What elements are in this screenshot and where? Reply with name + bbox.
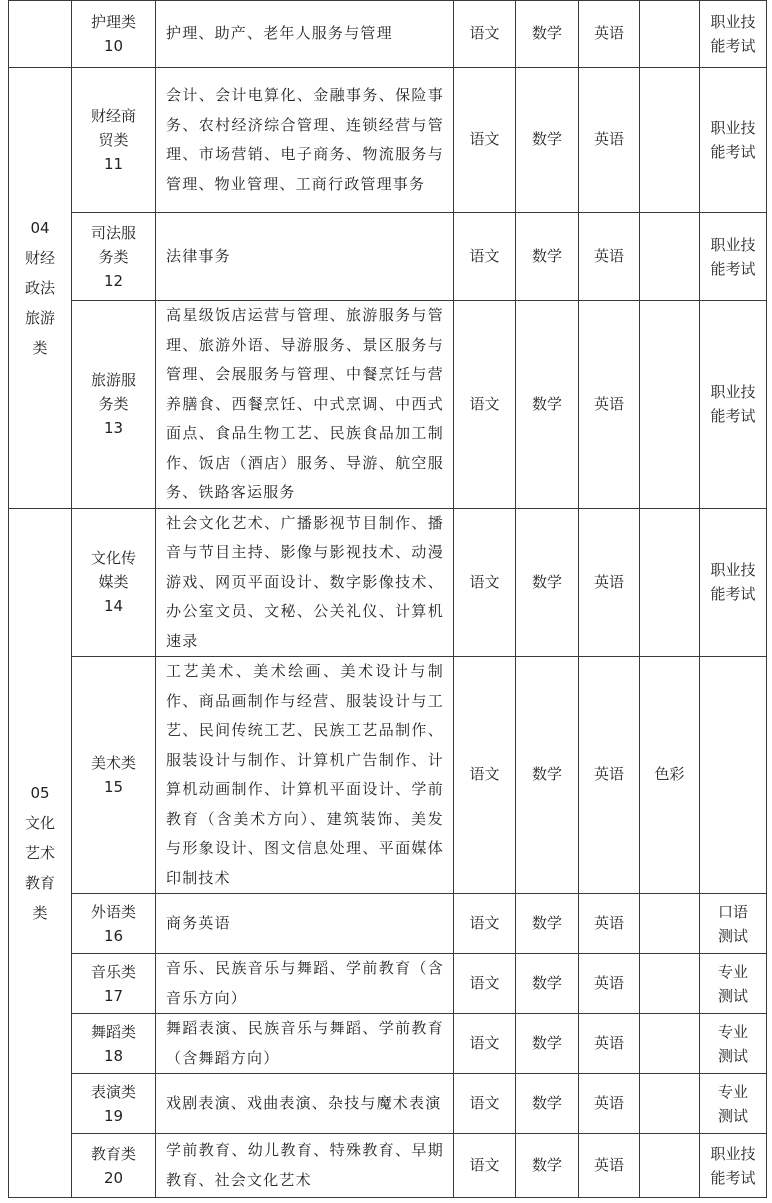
- category-cell-line: 旅游服: [90, 371, 136, 390]
- group-cell-line: 教育: [24, 873, 55, 892]
- exam-cell-line: 测试: [717, 1106, 748, 1125]
- exam-cell-line: 职业技: [710, 13, 756, 31]
- table-row: [9, 1014, 767, 1074]
- extra-subject-cell: [640, 1014, 700, 1074]
- subject-math-cell: 数学: [516, 1014, 579, 1074]
- exam-cell-line: 口语: [717, 902, 748, 921]
- table-row: [9, 657, 767, 894]
- exam-cell: [700, 301, 767, 509]
- category-cell-line: 11: [103, 155, 124, 173]
- group-cell-line: 04: [30, 218, 50, 237]
- subject-chinese-cell: 语文: [454, 894, 516, 954]
- group-cell-line: 类: [32, 338, 48, 357]
- majors-cell: 商务英语: [156, 894, 454, 954]
- group-cell: [9, 508, 72, 1198]
- group-cell-line: 政法: [24, 278, 55, 297]
- category-cell-line: 20: [103, 1168, 124, 1187]
- exam-cell: [700, 954, 767, 1014]
- subject-chinese-cell: 语文: [454, 508, 516, 657]
- category-cell-line: 贸类: [98, 131, 129, 149]
- subject-english-cell: 英语: [579, 508, 640, 657]
- category-cell-line: 16: [103, 926, 124, 945]
- subject-english-cell: 英语: [579, 301, 640, 509]
- table-row: [9, 68, 767, 213]
- majors-cell: 会计、会计电算化、金融事务、保险事务、农村经济综合管理、连锁经营与管理、市场营销、电子商务、物流服务与管理、物业管理、工商行政管理事务: [156, 68, 454, 213]
- subject-english-cell: 英语: [579, 894, 640, 954]
- table-row: [9, 301, 767, 509]
- category-cell-line: 文化传: [90, 549, 136, 568]
- extra-subject-cell: [640, 508, 700, 657]
- subject-chinese-cell: 语文: [454, 1, 516, 68]
- majors-cell: 学前教育、幼儿教育、特殊教育、早期教育、社会文化艺术: [156, 1134, 454, 1198]
- exam-cell-line: 职业技: [710, 1144, 756, 1163]
- exam-cell-line: 测试: [717, 1046, 748, 1065]
- subject-english-cell: 英语: [579, 68, 640, 213]
- majors-cell: 音乐、民族音乐与舞蹈、学前教育（含音乐方向）: [156, 954, 454, 1014]
- category-cell-line: 15: [103, 778, 124, 796]
- exam-subjects-table: [8, 0, 767, 1198]
- category-cell: [72, 657, 156, 894]
- subject-chinese-cell: 语文: [454, 1134, 516, 1198]
- exam-cell-line: 能考试: [710, 585, 756, 604]
- subject-math-cell: 数学: [516, 508, 579, 657]
- extra-subject-cell: [640, 894, 700, 954]
- category-cell-line: 媒类: [98, 573, 129, 592]
- subject-english-cell: 英语: [579, 657, 640, 894]
- majors-cell: 护理、助产、老年人服务与管理: [156, 1, 454, 68]
- category-cell-line: 司法服: [90, 223, 136, 242]
- category-cell: [72, 894, 156, 954]
- category-cell-line: 外语类: [90, 902, 136, 921]
- extra-subject-cell: [640, 1, 700, 68]
- category-cell: [72, 1074, 156, 1134]
- exam-cell-line: 能考试: [710, 1168, 756, 1187]
- group-cell-line: 文化: [24, 813, 55, 832]
- table-row: [9, 213, 767, 301]
- subject-math-cell: 数学: [516, 1134, 579, 1198]
- subject-math-cell: 数学: [516, 301, 579, 509]
- category-cell: [72, 213, 156, 301]
- extra-subject-cell: [640, 1134, 700, 1198]
- group-cell-line: 艺术: [24, 843, 55, 862]
- group-cell-line: 财经: [24, 248, 55, 267]
- table-row: [9, 508, 767, 657]
- subject-math-cell: 数学: [516, 213, 579, 301]
- table-row: [9, 1, 767, 68]
- majors-cell: 工艺美术、美术绘画、美术设计与制作、商品画制作与经营、服装设计与工艺、民间传统工艺、民族工艺品制作、服装设计与制作、计算机广告制作、计算机动画制作、计算机平面设计、学前教育（含美术方向）、建筑装饰、美发与形象设计、图文信息处理、平面媒体印制技术: [156, 657, 454, 894]
- subject-chinese-cell: 语文: [454, 68, 516, 213]
- category-cell: [72, 1014, 156, 1074]
- exam-cell: [700, 213, 767, 301]
- majors-cell: 高星级饭店运营与管理、旅游服务与管理、旅游外语、导游服务、景区服务与管理、会展服务与管理、中餐烹饪与营养膳食、西餐烹饪、中式烹调、中西式面点、食品生物工艺、民族食品加工制作、饭店（酒店）服务、导游、航空服务、铁路客运服务: [156, 301, 454, 509]
- group-cell-line: 旅游: [24, 308, 55, 327]
- exam-cell-line: 专业: [717, 962, 748, 981]
- category-cell: [72, 954, 156, 1014]
- extra-subject-cell: 色彩: [640, 657, 700, 894]
- extra-subject-cell: [640, 954, 700, 1014]
- exam-cell: [700, 657, 767, 894]
- exam-cell-line: 能考试: [710, 407, 756, 426]
- exam-cell-line: 职业技: [710, 561, 756, 580]
- category-cell-line: 17: [103, 986, 124, 1005]
- exam-cell: [700, 894, 767, 954]
- majors-cell: 社会文化艺术、广播影视节目制作、播音与节目主持、影像与影视技术、动漫游戏、网页平面设计、数字影像技术、办公室文员、文秘、公关礼仪、计算机速录: [156, 508, 454, 657]
- exam-cell-line: 专业: [717, 1022, 748, 1041]
- exam-cell: [700, 1014, 767, 1074]
- table-row: [9, 1134, 767, 1198]
- category-cell-line: 14: [103, 597, 124, 616]
- subject-math-cell: 数学: [516, 1074, 579, 1134]
- group-cell-line: 类: [32, 903, 48, 922]
- category-cell-line: 教育类: [90, 1144, 136, 1163]
- category-cell: [72, 508, 156, 657]
- extra-subject-cell: [640, 68, 700, 213]
- subject-english-cell: 英语: [579, 1014, 640, 1074]
- subject-chinese-cell: 语文: [454, 213, 516, 301]
- majors-cell: 法律事务: [156, 213, 454, 301]
- category-cell-line: 12: [103, 271, 124, 290]
- exam-cell-line: 能考试: [710, 259, 756, 278]
- category-cell: [72, 68, 156, 213]
- category-cell-line: 财经商: [90, 107, 136, 125]
- exam-cell-line: 能考试: [710, 37, 756, 55]
- exam-cell: [700, 68, 767, 213]
- exam-cell: [700, 508, 767, 657]
- exam-cell-line: 职业技: [710, 119, 756, 137]
- category-cell: [72, 301, 156, 509]
- exam-cell-line: 测试: [717, 926, 748, 945]
- subject-math-cell: 数学: [516, 1, 579, 68]
- exam-cell-line: 职业技: [710, 235, 756, 254]
- exam-cell-line: 能考试: [710, 143, 756, 161]
- subject-chinese-cell: 语文: [454, 301, 516, 509]
- subject-math-cell: 数学: [516, 657, 579, 894]
- subject-english-cell: 英语: [579, 1074, 640, 1134]
- table-row: [9, 1074, 767, 1134]
- subject-chinese-cell: 语文: [454, 1074, 516, 1134]
- category-cell: [72, 1134, 156, 1198]
- exam-cell-line: 专业: [717, 1082, 748, 1101]
- subject-english-cell: 英语: [579, 1, 640, 68]
- group-cell-empty: [9, 1, 72, 68]
- category-cell-line: 19: [103, 1106, 124, 1125]
- exam-cell: [700, 1074, 767, 1134]
- group-cell: [9, 68, 72, 509]
- subject-math-cell: 数学: [516, 954, 579, 1014]
- exam-cell: [700, 1, 767, 68]
- category-cell: [72, 1, 156, 68]
- group-cell-line: 05: [30, 783, 50, 802]
- subject-english-cell: 英语: [579, 1134, 640, 1198]
- category-cell-line: 务类: [98, 247, 129, 266]
- category-cell-line: 表演类: [90, 1082, 136, 1101]
- subject-chinese-cell: 语文: [454, 954, 516, 1014]
- extra-subject-cell: [640, 213, 700, 301]
- subject-chinese-cell: 语文: [454, 1014, 516, 1074]
- subject-chinese-cell: 语文: [454, 657, 516, 894]
- category-cell-line: 音乐类: [90, 962, 136, 981]
- subject-math-cell: 数学: [516, 68, 579, 213]
- exam-cell-line: 职业技: [710, 383, 756, 402]
- majors-cell: 舞蹈表演、民族音乐与舞蹈、学前教育（含舞蹈方向）: [156, 1014, 454, 1074]
- subject-english-cell: 英语: [579, 954, 640, 1014]
- extra-subject-cell: [640, 301, 700, 509]
- category-cell-line: 10: [103, 37, 124, 55]
- category-cell-line: 护理类: [90, 13, 136, 31]
- category-cell-line: 美术类: [90, 754, 136, 772]
- category-cell-line: 18: [103, 1046, 124, 1065]
- subject-math-cell: 数学: [516, 894, 579, 954]
- extra-subject-cell: [640, 1074, 700, 1134]
- subject-english-cell: 英语: [579, 213, 640, 301]
- majors-cell: 戏剧表演、戏曲表演、杂技与魔术表演: [156, 1074, 454, 1134]
- category-cell-line: 务类: [98, 395, 129, 414]
- category-cell-line: 舞蹈类: [90, 1022, 136, 1041]
- exam-cell-line: 测试: [717, 986, 748, 1005]
- table-row: [9, 954, 767, 1014]
- category-cell-line: 13: [103, 419, 124, 438]
- exam-cell: [700, 1134, 767, 1198]
- table-row: [9, 894, 767, 954]
